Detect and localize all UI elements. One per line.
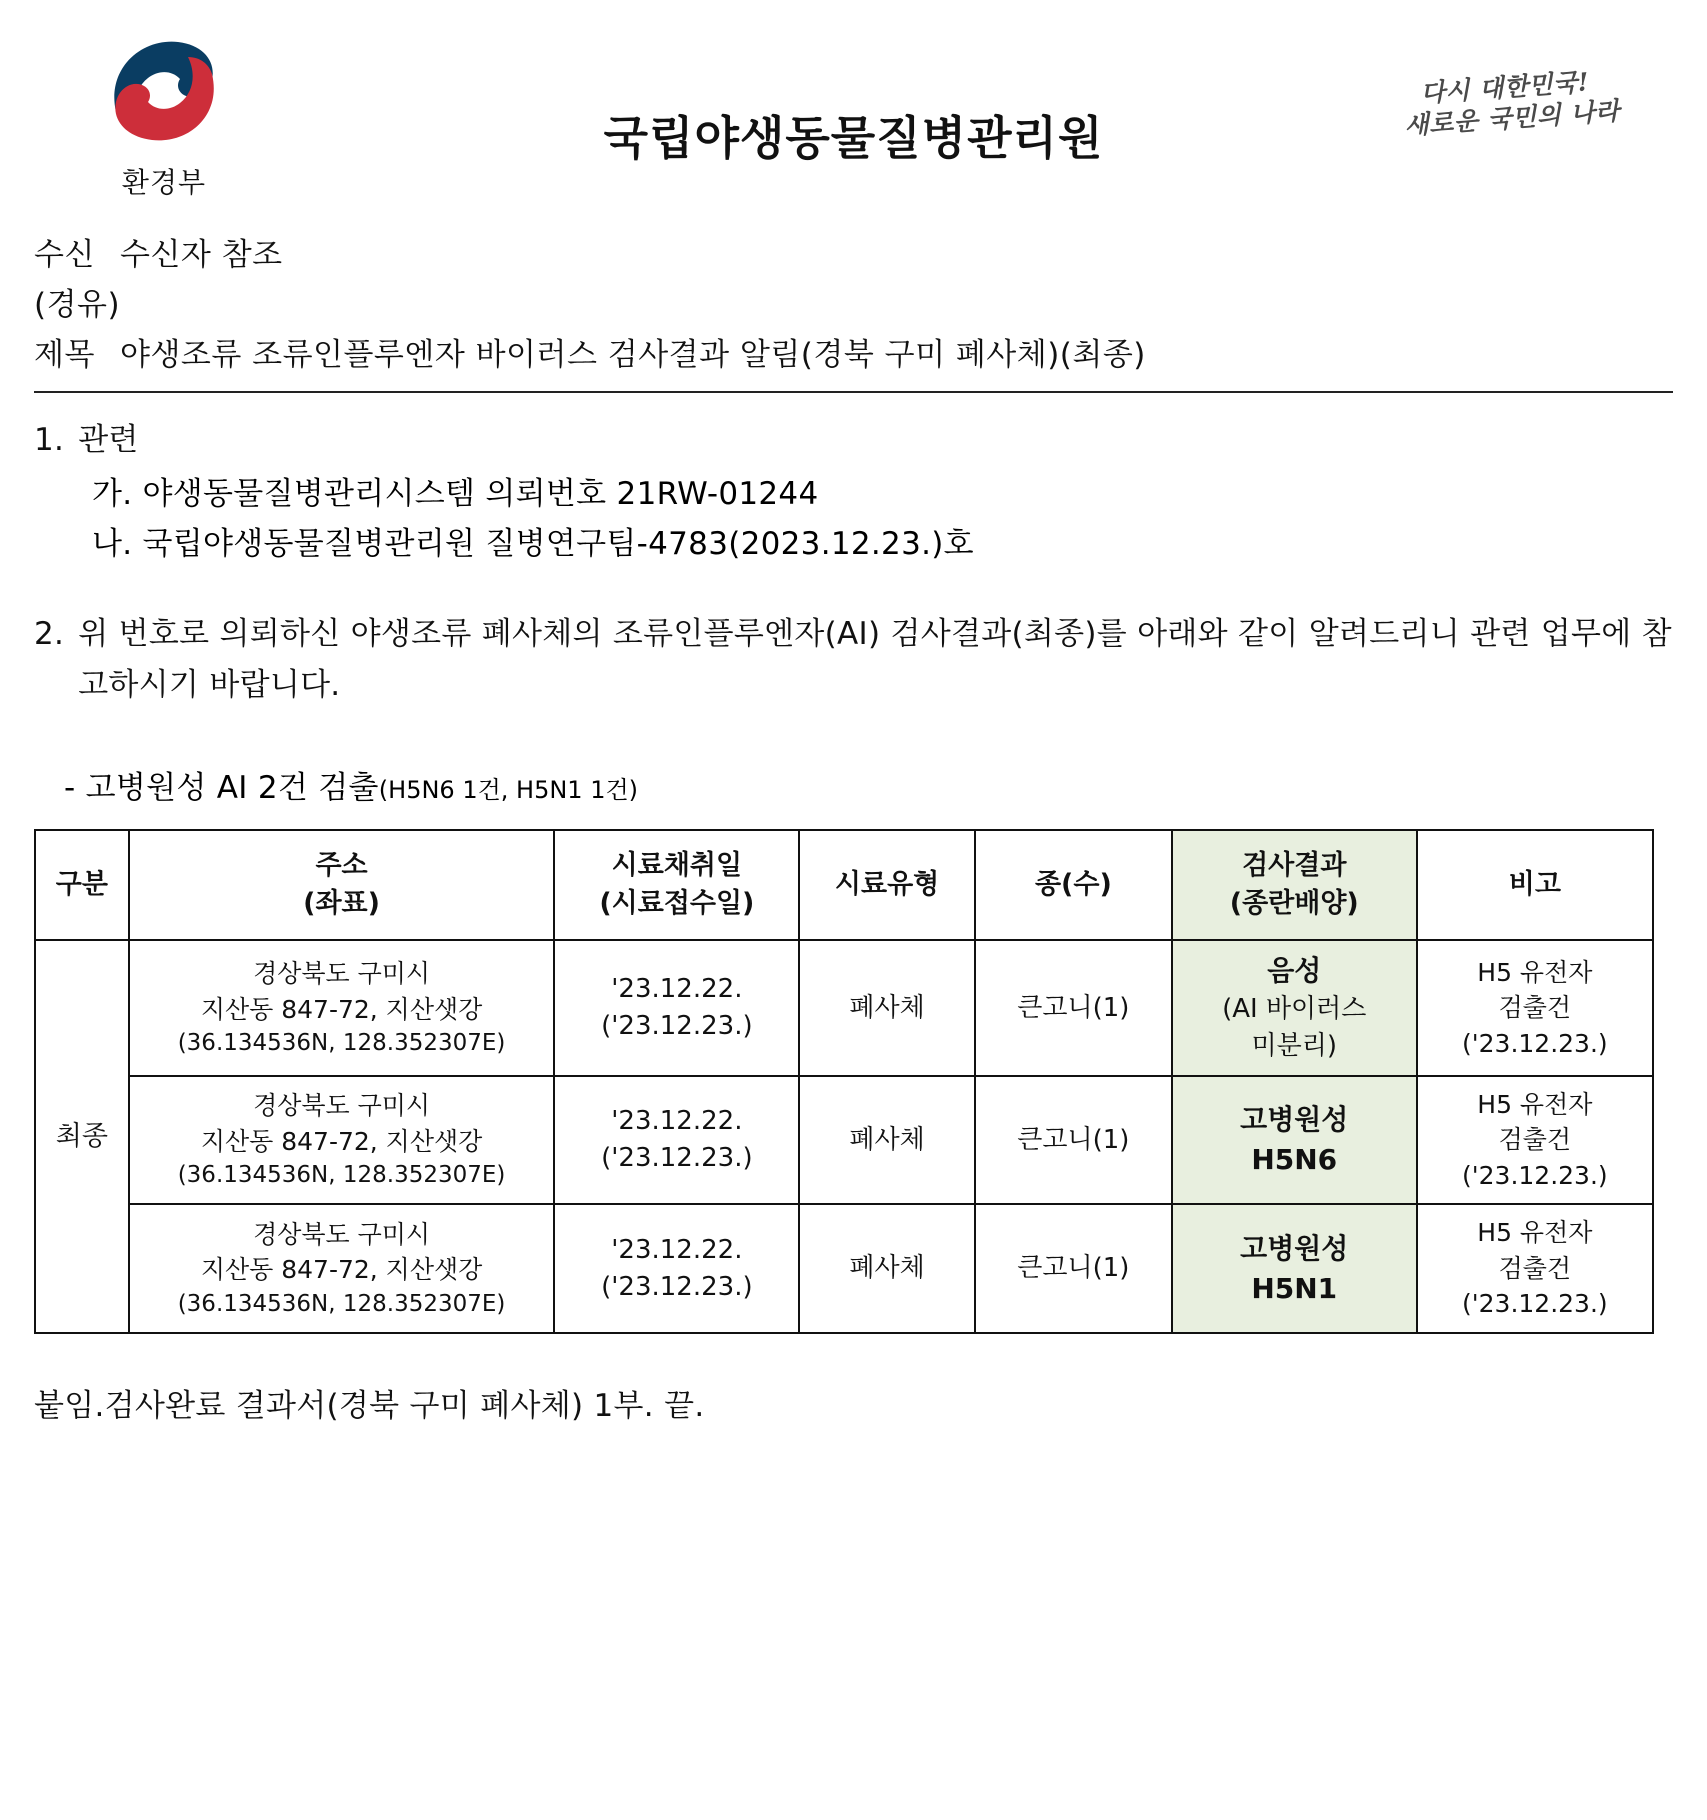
sampling-date-cell: [554, 1204, 799, 1333]
remark-cell: [1417, 1204, 1653, 1333]
recipient-row: [34, 230, 1673, 280]
address-line-1: 경상북도 구미시: [253, 1219, 431, 1249]
table-header-row: [35, 830, 1653, 941]
received-date: ('23.12.23.): [601, 1011, 753, 1042]
header-result: [1172, 830, 1417, 941]
address-line-1: 경상북도 구미시: [253, 1091, 431, 1121]
result-line-2: (AI 바이러스: [1222, 994, 1367, 1025]
address-coordinates: (36.134536N, 128.352307E): [177, 1030, 506, 1057]
header-result-line1: 검사결과: [1242, 849, 1347, 881]
address-cell: [129, 1076, 555, 1205]
body-item-1b: 나. 국립야생동물질병관리원 질병연구팀-4783(2023.12.23.)호: [92, 526, 974, 563]
result-line-1: 음성: [1267, 954, 1322, 988]
received-date: ('23.12.23.): [601, 1143, 753, 1174]
header-address: [129, 830, 555, 941]
item-2-marker: 2.: [34, 616, 65, 653]
body-item-2: [34, 609, 1673, 709]
remark-line-2: 검출건: [1498, 1253, 1572, 1283]
detection-summary-main: - 고병원성 AI 2건 검출: [64, 769, 379, 806]
result-line-3: 미분리): [1251, 1031, 1337, 1062]
group-cell-final: 최종: [35, 940, 129, 1333]
subject-row: [34, 330, 1673, 392]
header-address-line1: 주소: [315, 849, 368, 881]
remark-line-3: ('23.12.23.): [1462, 1160, 1608, 1190]
remark-cell: [1417, 940, 1653, 1076]
header-species: 종(수): [975, 830, 1172, 941]
remark-line-3: ('23.12.23.): [1462, 1028, 1608, 1058]
paragraph-spacer-2: [34, 714, 1673, 754]
remark-line-3: ('23.12.23.): [1462, 1289, 1608, 1319]
body-item-1: [34, 415, 1673, 465]
sampling-date: '23.12.22.: [611, 974, 743, 1005]
result-line-1: 고병원성: [1240, 1103, 1349, 1137]
address-line-2: 지산동 847-72, 지산샛강: [200, 994, 483, 1024]
paragraph-spacer: [34, 569, 1673, 609]
sample-type-cell: 폐사체: [799, 1204, 975, 1333]
result-cell: [1172, 1204, 1417, 1333]
item-1-text: 관련: [78, 421, 139, 458]
sample-type-cell: 폐사체: [799, 940, 975, 1076]
address-cell: [129, 940, 555, 1076]
subject-label: 제목: [34, 337, 95, 374]
result-line-1: 고병원성: [1240, 1231, 1349, 1265]
item-2-text: 위 번호로 의뢰하신 야생조류 폐사체의 조류인플루엔자(AI) 검사결과(최종)를 아래와 같이 알려드리니 관련 업무에 참고하시기 바랍니다.: [78, 616, 1672, 703]
via-row: [34, 280, 1673, 330]
body-item-1a: 가. 야생동물질병관리시스템 의뢰번호 21RW-01244: [92, 475, 819, 512]
table-row: [35, 940, 1653, 1076]
address-coordinates: (36.134536N, 128.352307E): [177, 1290, 506, 1317]
document-header: [34, 24, 1673, 214]
remark-line-2: 검출건: [1498, 993, 1572, 1023]
header-group: 구분: [35, 830, 129, 941]
detection-summary-detail: (H5N6 1건, H5N1 1건): [378, 775, 639, 804]
species-cell: 큰고니(1): [975, 1076, 1172, 1205]
recipient-value: 수신자 참조: [120, 237, 283, 273]
table-row: [35, 1204, 1653, 1333]
received-date: ('23.12.23.): [601, 1271, 753, 1302]
address-line-1: 경상북도 구미시: [253, 959, 431, 989]
result-cell: [1172, 1076, 1417, 1205]
address-line-2: 지산동 847-72, 지산샛강: [200, 1126, 483, 1156]
header-address-line2: (좌표): [303, 888, 380, 920]
detection-summary: [64, 762, 1673, 807]
via-label: (경유): [34, 287, 121, 324]
header-sampling-line1: 시료채취일: [611, 849, 743, 881]
address-block: [34, 230, 1673, 393]
remark-line-2: 검출건: [1498, 1125, 1572, 1155]
subject-value: 야생조류 조류인플루엔자 바이러스 검사결과 알림(경북 구미 폐사체)(최종): [120, 337, 1146, 374]
sampling-date-cell: [554, 1076, 799, 1205]
test-result-table: [34, 829, 1654, 1334]
header-remark: 비고: [1417, 830, 1653, 941]
species-cell: 큰고니(1): [975, 940, 1172, 1076]
sampling-date: '23.12.22.: [611, 1106, 743, 1137]
address-cell: [129, 1204, 555, 1333]
organization-title: 국립야생동물질병관리원: [603, 111, 1104, 165]
slogan-line-2: 새로운 국민의 나라: [1403, 96, 1621, 141]
header-sample-type: 시료유형: [799, 830, 975, 941]
address-coordinates: (36.134536N, 128.352307E): [177, 1162, 506, 1189]
table-row: [35, 1076, 1653, 1205]
slogan-line-1: 다시 대한민국!: [1419, 67, 1591, 108]
result-line-2: H5N1: [1251, 1271, 1338, 1305]
sampling-date-cell: [554, 940, 799, 1076]
result-cell: [1172, 940, 1417, 1076]
item-1-marker: 1.: [34, 421, 65, 458]
header-sampling-line2: (시료접수일): [599, 888, 755, 920]
species-cell: 큰고니(1): [975, 1204, 1172, 1333]
header-sampling-date: [554, 830, 799, 941]
remark-line-1: H5 유전자: [1477, 1218, 1593, 1248]
recipient-label: 수신: [34, 237, 95, 273]
result-line-2: H5N6: [1251, 1143, 1338, 1177]
remark-line-1: H5 유전자: [1477, 957, 1593, 987]
attachment-note: 붙임.검사완료 결과서(경북 구미 폐사체) 1부. 끝.: [34, 1387, 705, 1424]
header-result-line2: (종란배양): [1229, 888, 1359, 920]
sample-type-cell: 폐사체: [799, 1076, 975, 1205]
ministry-name: 환경부: [121, 166, 207, 199]
sampling-date: '23.12.22.: [611, 1234, 743, 1265]
remark-cell: [1417, 1076, 1653, 1205]
address-line-2: 지산동 847-72, 지산샛강: [200, 1255, 483, 1285]
document-body: [34, 415, 1673, 807]
remark-line-1: H5 유전자: [1477, 1089, 1593, 1119]
